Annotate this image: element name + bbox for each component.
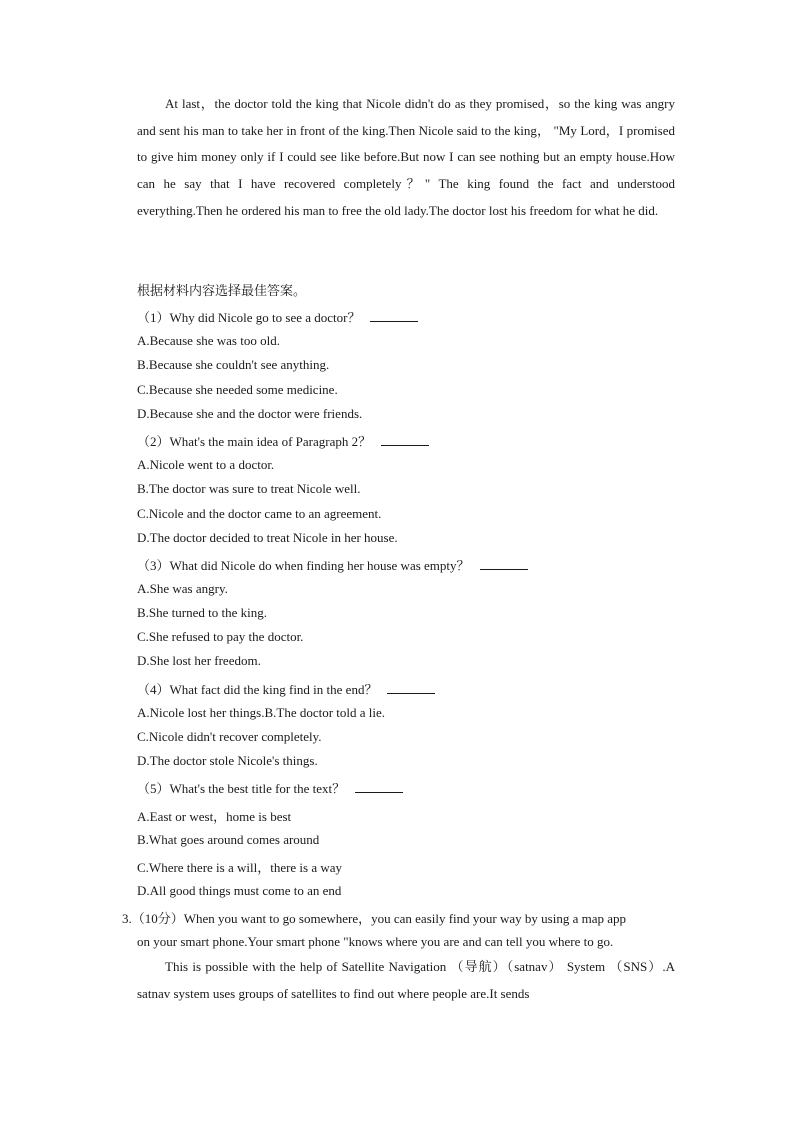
question-3-option-a: A.She was angry.	[137, 581, 228, 596]
question-1-option-a: A.Because she was too old.	[137, 333, 280, 348]
question-1-option-d: D.Because she and the doctor were friends.	[137, 406, 363, 421]
instruction-text: 根据材料内容选择最佳答案。	[137, 284, 307, 299]
question-5-option-c: C.Where there is a will，there is a way	[137, 860, 343, 875]
answer-blank[interactable]	[370, 309, 418, 322]
question-3-option-c: C.She refused to pay the doctor.	[137, 629, 304, 644]
section-3-paragraph: This is possible with the help of Satellite Navigation （导航）（satnav） System （SNS）.A satnav system uses groups of satellites to find out where people are.It sends	[137, 959, 675, 1001]
question-4-stem: （4）What fact did the king find in the end？	[137, 679, 435, 698]
question-1-option-b: B.Because she couldn't see anything.	[137, 357, 330, 372]
passage-paragraph: At last，the doctor told the king that Nicole didn't do as they promised，so the king was angry and sent his man to take her in front of the king.Then Nicole said to the king， "My Lord，I promised to give him money only if I could see like before.But now I can see nothing but an empty house.How can he say that I have recovered completely？" The king found the fact and understood everything.Then he ordered his man to free the old lady.The doctor lost his freedom for what he did.	[137, 96, 675, 218]
answer-blank[interactable]	[387, 681, 435, 694]
question-2-option-d: D.The doctor decided to treat Nicole in her house.	[137, 530, 398, 545]
answer-blank[interactable]	[355, 780, 403, 793]
question-2-option-a: A.Nicole went to a doctor.	[137, 457, 275, 472]
question-1-stem: （1）Why did Nicole go to see a doctor？	[137, 307, 418, 326]
question-5-option-d: D.All good things must come to an end	[137, 883, 342, 898]
answer-blank[interactable]	[381, 433, 429, 446]
section-3-intro-line1: 3.（10分）When you want to go somewhere，you can easily find your way by using a map app	[122, 911, 627, 926]
question-4-option-ab: A.Nicole lost her things.B.The doctor told a lie.	[137, 705, 386, 720]
question-5-option-b: B.What goes around comes around	[137, 832, 320, 847]
question-3-stem: （3）What did Nicole do when finding her house was empty？	[137, 555, 528, 574]
question-4-option-d: D.The doctor stole Nicole's things.	[137, 753, 318, 768]
answer-blank[interactable]	[480, 557, 528, 570]
question-1-option-c: C.Because she needed some medicine.	[137, 382, 338, 397]
question-2-option-c: C.Nicole and the doctor came to an agreement.	[137, 506, 382, 521]
question-2-option-b: B.The doctor was sure to treat Nicole well.	[137, 481, 361, 496]
question-2-stem: （2）What's the main idea of Paragraph 2？	[137, 431, 429, 450]
question-3-option-d: D.She lost her freedom.	[137, 653, 261, 668]
section-3-intro-line2: on your smart phone.Your smart phone "knows where you are and can tell you where to go.	[137, 934, 614, 949]
question-3-option-b: B.She turned to the king.	[137, 605, 267, 620]
question-5-option-a: A.East or west，home is best	[137, 809, 292, 824]
question-4-option-c: C.Nicole didn't recover completely.	[137, 729, 322, 744]
question-5-stem: （5）What's the best title for the text？	[137, 778, 403, 797]
